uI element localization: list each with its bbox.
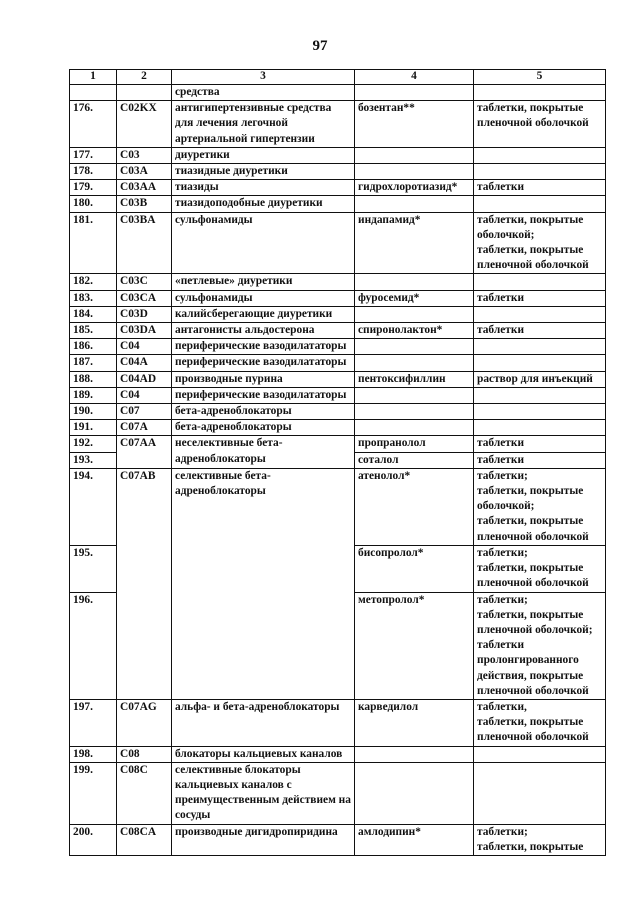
dosage-form	[474, 306, 606, 322]
dosage-form	[474, 147, 606, 163]
table-row	[70, 699, 606, 746]
table-row	[70, 371, 606, 387]
column-header: 4	[355, 70, 474, 85]
column-header: 5	[474, 70, 606, 85]
row-number: 190.	[70, 404, 117, 420]
table-row	[70, 355, 606, 371]
atc-code: C07A	[117, 420, 172, 436]
drug-name: бисопролол*	[355, 545, 474, 592]
drug-name: пропранолол	[355, 436, 474, 452]
pharmacological-group: «петлевые» диуретики	[172, 274, 355, 290]
drug-name	[355, 85, 474, 101]
dosage-form: таблетки; таблетки, покрытые пленочной оболочкой; таблетки пролонгированного действия, покрытые пленочной оболочкой	[474, 592, 606, 699]
row-number: 178.	[70, 164, 117, 180]
drug-name	[355, 355, 474, 371]
dosage-form	[474, 420, 606, 436]
dosage-form: таблетки, покрытые пленочной оболочкой	[474, 101, 606, 148]
dosage-form	[474, 85, 606, 101]
atc-code: C03D	[117, 306, 172, 322]
pharmacological-group: селективные бета-адреноблокаторы	[172, 468, 355, 699]
atc-code: C03CA	[117, 290, 172, 306]
pharmacological-group: неселективные бета-адреноблокаторы	[172, 436, 355, 468]
row-number: 191.	[70, 420, 117, 436]
atc-code: C04AD	[117, 371, 172, 387]
drug-name	[355, 306, 474, 322]
drug-name	[355, 164, 474, 180]
atc-code: C04A	[117, 355, 172, 371]
atc-code: C04	[117, 387, 172, 403]
row-number: 198.	[70, 746, 117, 762]
dosage-form: раствор для инъекций	[474, 371, 606, 387]
dosage-form: таблетки	[474, 290, 606, 306]
drug-name: индапамид*	[355, 212, 474, 274]
table-row	[70, 420, 606, 436]
table-row	[70, 196, 606, 212]
pharmacological-group: антагонисты альдостерона	[172, 323, 355, 339]
table-row	[70, 85, 606, 101]
row-number: 182.	[70, 274, 117, 290]
atc-code: C03B	[117, 196, 172, 212]
atc-code: C07AG	[117, 699, 172, 746]
pharmacological-group: средства	[172, 85, 355, 101]
pharmacological-group: производные дигидропиридина	[172, 824, 355, 855]
table-row	[70, 436, 606, 452]
row-number: 197.	[70, 699, 117, 746]
row-number: 195.	[70, 545, 117, 592]
dosage-form: таблетки, таблетки, покрытые пленочной оболочкой	[474, 699, 606, 746]
atc-code: C03C	[117, 274, 172, 290]
drug-name	[355, 746, 474, 762]
row-number: 186.	[70, 339, 117, 355]
atc-code: C03DA	[117, 323, 172, 339]
dosage-form	[474, 762, 606, 824]
table-row	[70, 147, 606, 163]
drug-name	[355, 339, 474, 355]
drug-name	[355, 147, 474, 163]
dosage-form: таблетки, покрытые оболочкой; таблетки, покрытые пленочной оболочкой	[474, 212, 606, 274]
row-number: 188.	[70, 371, 117, 387]
table-row	[70, 762, 606, 824]
row-number: 177.	[70, 147, 117, 163]
drug-name	[355, 387, 474, 403]
atc-code: C08C	[117, 762, 172, 824]
table-row	[70, 274, 606, 290]
table-row	[70, 824, 606, 855]
pharmacological-group: диуретики	[172, 147, 355, 163]
pharmacological-group: сульфонамиды	[172, 290, 355, 306]
row-number: 183.	[70, 290, 117, 306]
row-number: 199.	[70, 762, 117, 824]
pharmacological-group: блокаторы кальциевых каналов	[172, 746, 355, 762]
table-header-row	[70, 70, 606, 85]
table-row	[70, 212, 606, 274]
row-number: 181.	[70, 212, 117, 274]
column-header: 2	[117, 70, 172, 85]
dosage-form	[474, 746, 606, 762]
row-number: 179.	[70, 180, 117, 196]
row-number: 176.	[70, 101, 117, 148]
table-row	[70, 339, 606, 355]
column-header: 1	[70, 70, 117, 85]
dosage-form	[474, 274, 606, 290]
atc-code: C04	[117, 339, 172, 355]
drug-name: спиронолактон*	[355, 323, 474, 339]
dosage-form	[474, 339, 606, 355]
atc-code: C03A	[117, 164, 172, 180]
pharmacological-group: бета-адреноблокаторы	[172, 420, 355, 436]
drug-name: атенолол*	[355, 468, 474, 545]
table-row	[70, 180, 606, 196]
drug-name	[355, 274, 474, 290]
table-row	[70, 323, 606, 339]
atc-code: C03BA	[117, 212, 172, 274]
dosage-form: таблетки	[474, 452, 606, 468]
dosage-form	[474, 196, 606, 212]
drug-name	[355, 420, 474, 436]
pharmacological-group: тиазидоподобные диуретики	[172, 196, 355, 212]
drug-name	[355, 404, 474, 420]
table-row	[70, 306, 606, 322]
row-number: 189.	[70, 387, 117, 403]
pharmacological-group: калийсберегающие диуретики	[172, 306, 355, 322]
row-number: 194.	[70, 468, 117, 545]
table-body	[70, 85, 606, 856]
pharmacological-group: производные пурина	[172, 371, 355, 387]
row-number: 192.	[70, 436, 117, 452]
row-number: 196.	[70, 592, 117, 699]
pharmacological-group: антигипертензивные средства для лечения легочной артериальной гипертензии	[172, 101, 355, 148]
dosage-form	[474, 355, 606, 371]
drug-name: амлодипин*	[355, 824, 474, 855]
drug-name: пентоксифиллин	[355, 371, 474, 387]
drug-name: фуросемид*	[355, 290, 474, 306]
column-header: 3	[172, 70, 355, 85]
table-row	[70, 746, 606, 762]
atc-code: C08CA	[117, 824, 172, 855]
dosage-form	[474, 164, 606, 180]
dosage-form: таблетки; таблетки, покрытые	[474, 824, 606, 855]
dosage-form: таблетки	[474, 180, 606, 196]
table-row	[70, 164, 606, 180]
page-number: 97	[312, 38, 328, 54]
dosage-form: таблетки	[474, 323, 606, 339]
dosage-form	[474, 387, 606, 403]
table-row	[70, 101, 606, 148]
row-number: 193.	[70, 452, 117, 468]
dosage-form: таблетки; таблетки, покрытые пленочной оболочкой	[474, 545, 606, 592]
pharmacological-group: селективные блокаторы кальциевых каналов с преимущественным действием на сосуды	[172, 762, 355, 824]
pharmacological-group: тиазидные диуретики	[172, 164, 355, 180]
row-number	[70, 85, 117, 101]
dosage-form: таблетки	[474, 436, 606, 452]
atc-code: C02KX	[117, 101, 172, 148]
pharmacological-group: периферические вазодилататоры	[172, 339, 355, 355]
table-row	[70, 468, 606, 545]
drug-name: гидрохлоротиазид*	[355, 180, 474, 196]
table-row	[70, 404, 606, 420]
atc-code: C03	[117, 147, 172, 163]
pharmacological-group: сульфонамиды	[172, 212, 355, 274]
row-number: 185.	[70, 323, 117, 339]
row-number: 180.	[70, 196, 117, 212]
pharmacological-group: тиазиды	[172, 180, 355, 196]
row-number: 200.	[70, 824, 117, 855]
row-number: 184.	[70, 306, 117, 322]
row-number: 187.	[70, 355, 117, 371]
pharmacological-group: бета-адреноблокаторы	[172, 404, 355, 420]
atc-code: C08	[117, 746, 172, 762]
atc-code: C07	[117, 404, 172, 420]
table-row	[70, 387, 606, 403]
dosage-form: таблетки; таблетки, покрытые оболочкой; таблетки, покрытые пленочной оболочкой	[474, 468, 606, 545]
table-row	[70, 290, 606, 306]
dosage-form	[474, 404, 606, 420]
drug-name: соталол	[355, 452, 474, 468]
atc-code	[117, 85, 172, 101]
drug-name	[355, 196, 474, 212]
drug-name: карведилол	[355, 699, 474, 746]
drug-name: бозентан**	[355, 101, 474, 148]
drug-table	[69, 69, 606, 856]
atc-code: C03AA	[117, 180, 172, 196]
drug-name: метопролол*	[355, 592, 474, 699]
atc-code: C07AA	[117, 436, 172, 468]
pharmacological-group: периферические вазодилататоры	[172, 387, 355, 403]
pharmacological-group: периферические вазодилататоры	[172, 355, 355, 371]
drug-name	[355, 762, 474, 824]
atc-code: C07AB	[117, 468, 172, 699]
pharmacological-group: альфа- и бета-адреноблокаторы	[172, 699, 355, 746]
